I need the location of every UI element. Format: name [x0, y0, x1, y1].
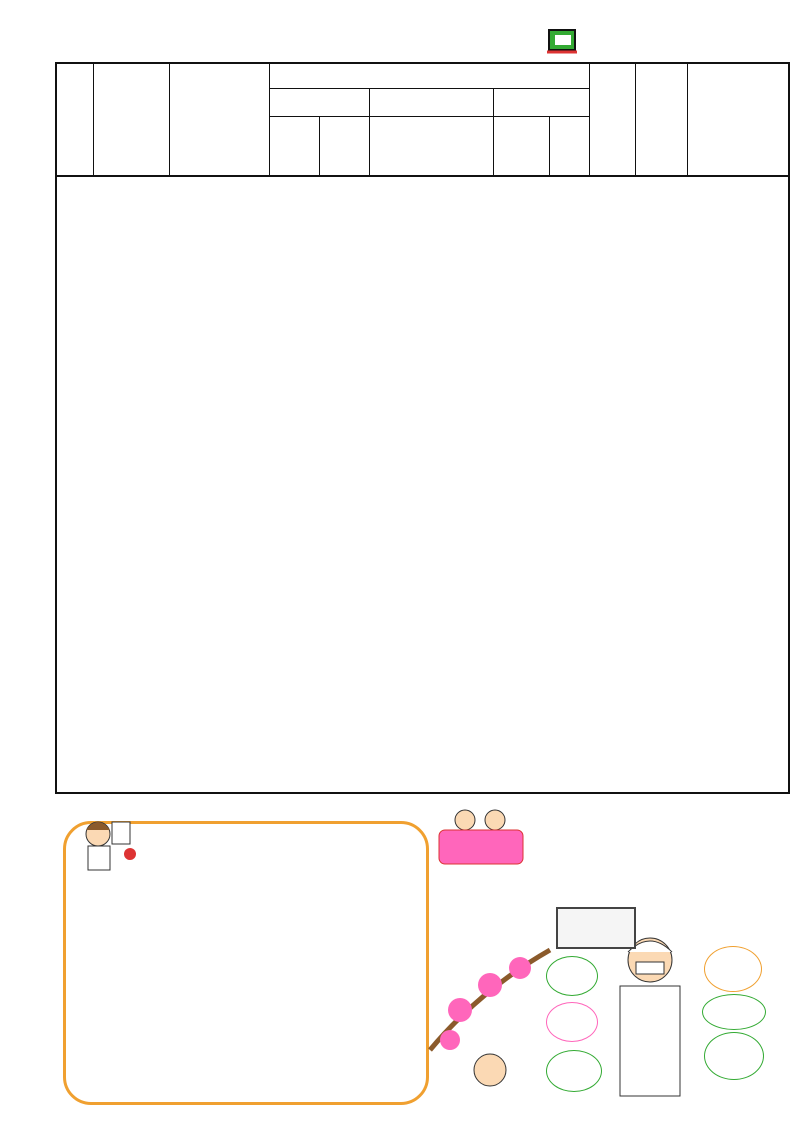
check-mask [704, 946, 762, 992]
check-wash-hands [702, 994, 766, 1030]
celebration-badge [437, 808, 525, 866]
cherry-blossom-illustration [420, 930, 560, 1090]
check-handkerchief [704, 1032, 764, 1080]
check-apron [546, 1050, 602, 1092]
check-board [556, 907, 636, 949]
table-header [57, 64, 788, 177]
school-logo-icon [545, 26, 579, 56]
nutritionist-illustration [72, 812, 142, 872]
menu-table [55, 62, 790, 794]
check-nails [546, 1002, 598, 1042]
server-illustration [600, 930, 700, 1110]
check-hat [546, 956, 598, 996]
